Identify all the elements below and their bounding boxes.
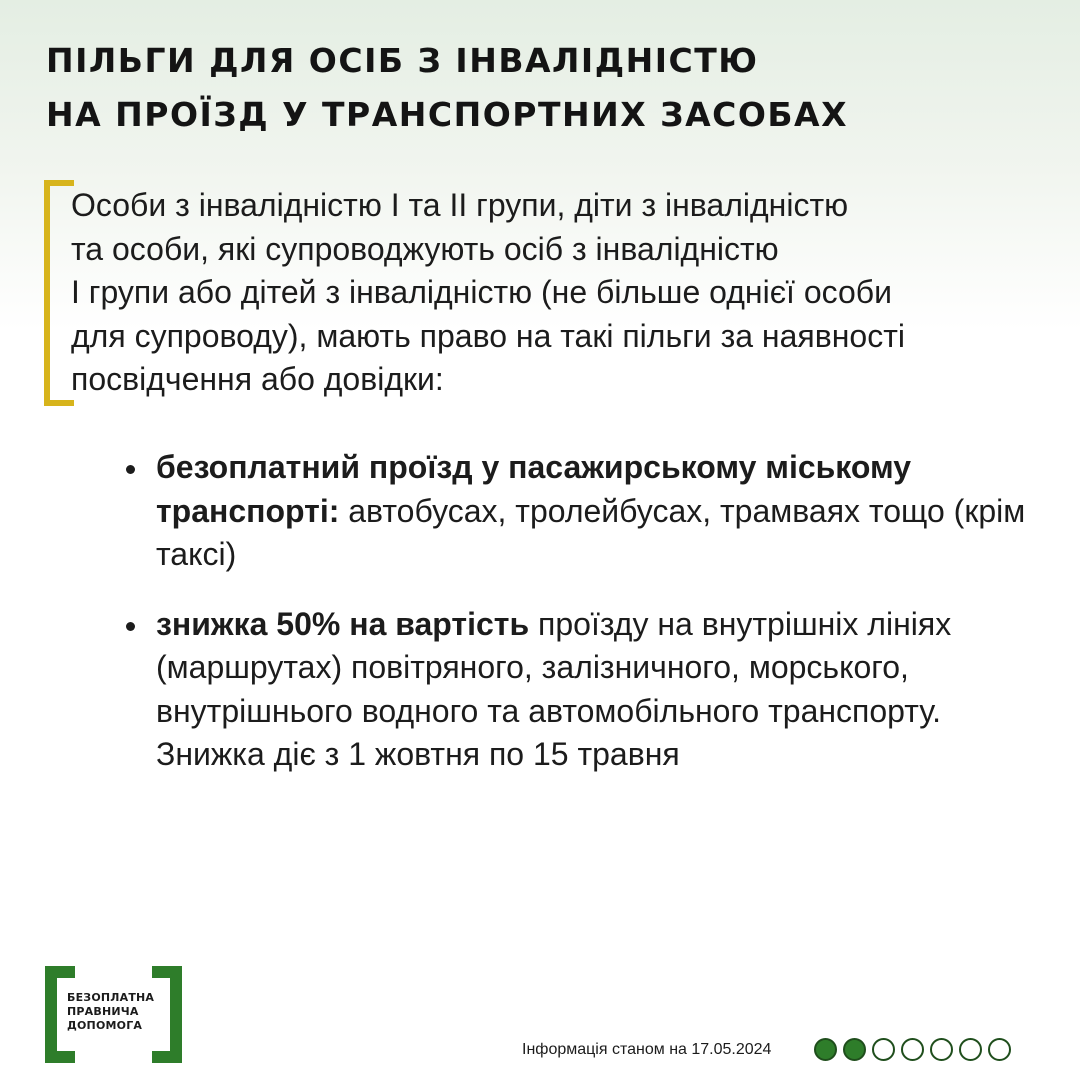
benefit-heading: безоплатний проїзд у пасажирському міському транспорті:: [156, 449, 912, 529]
logo-line: ДОПОМОГА: [67, 1019, 143, 1032]
info-date-note: Інформація станом на 17.05.2024: [522, 1041, 772, 1058]
benefits-list: [126, 446, 1046, 803]
intro-block: [44, 180, 1034, 406]
page-dot-empty: [872, 1038, 895, 1061]
intro-line: посвідчення або довідки:: [71, 361, 444, 397]
page-dot-filled: [843, 1038, 866, 1061]
benefit-description: автобусах, тролейбусах, трамваях тощо (крім таксі): [156, 492, 1026, 572]
bullet-icon: [126, 465, 135, 474]
intro-line: та особи, які супроводжують осіб з інвалідністю: [71, 230, 779, 267]
benefit-description: проїзду на внутрішніх лініях (маршрутах) повітряного, залізничного, морського, внутрішнього водного та автомобільного транспорту. Знижка діє з 1 жовтня по 15 травня: [156, 605, 952, 772]
title-line-1: ПІЛЬГИ ДЛЯ ОСІБ З ІНВАЛІДНІСТЮ: [46, 41, 759, 80]
intro-line: для супроводу), мають право на такі пільги за наявності: [71, 317, 905, 354]
logo-text: [67, 991, 167, 1033]
slide-pagination: [814, 1038, 1011, 1062]
benefit-heading: знижка 50% на вартість: [156, 605, 530, 642]
page-dot-empty: [930, 1038, 953, 1061]
bullet-icon: [126, 622, 135, 631]
intro-line: Особи з інвалідністю І та ІІ групи, діти з інвалідністю: [71, 187, 849, 223]
free-legal-aid-logo: [45, 966, 182, 1063]
page-dot-empty: [901, 1038, 924, 1061]
page-dot-empty: [959, 1038, 982, 1061]
logo-line: БЕЗОПЛАТНА: [67, 991, 155, 1004]
quote-bracket-icon: [44, 180, 74, 406]
page-dot-empty: [988, 1038, 1011, 1061]
page-title: [46, 34, 1046, 142]
title-line-2: НА ПРОЇЗД У ТРАНСПОРТНИХ ЗАСОБАХ: [46, 95, 849, 134]
page-dot-filled: [814, 1038, 837, 1061]
intro-line: І групи або дітей з інвалідністю (не більше однієї особи: [71, 274, 892, 310]
intro-text: [71, 184, 1031, 402]
benefit-free-travel: [126, 446, 1046, 577]
logo-line: ПРАВНИЧА: [67, 1005, 139, 1018]
benefit-discount: [126, 603, 1046, 777]
